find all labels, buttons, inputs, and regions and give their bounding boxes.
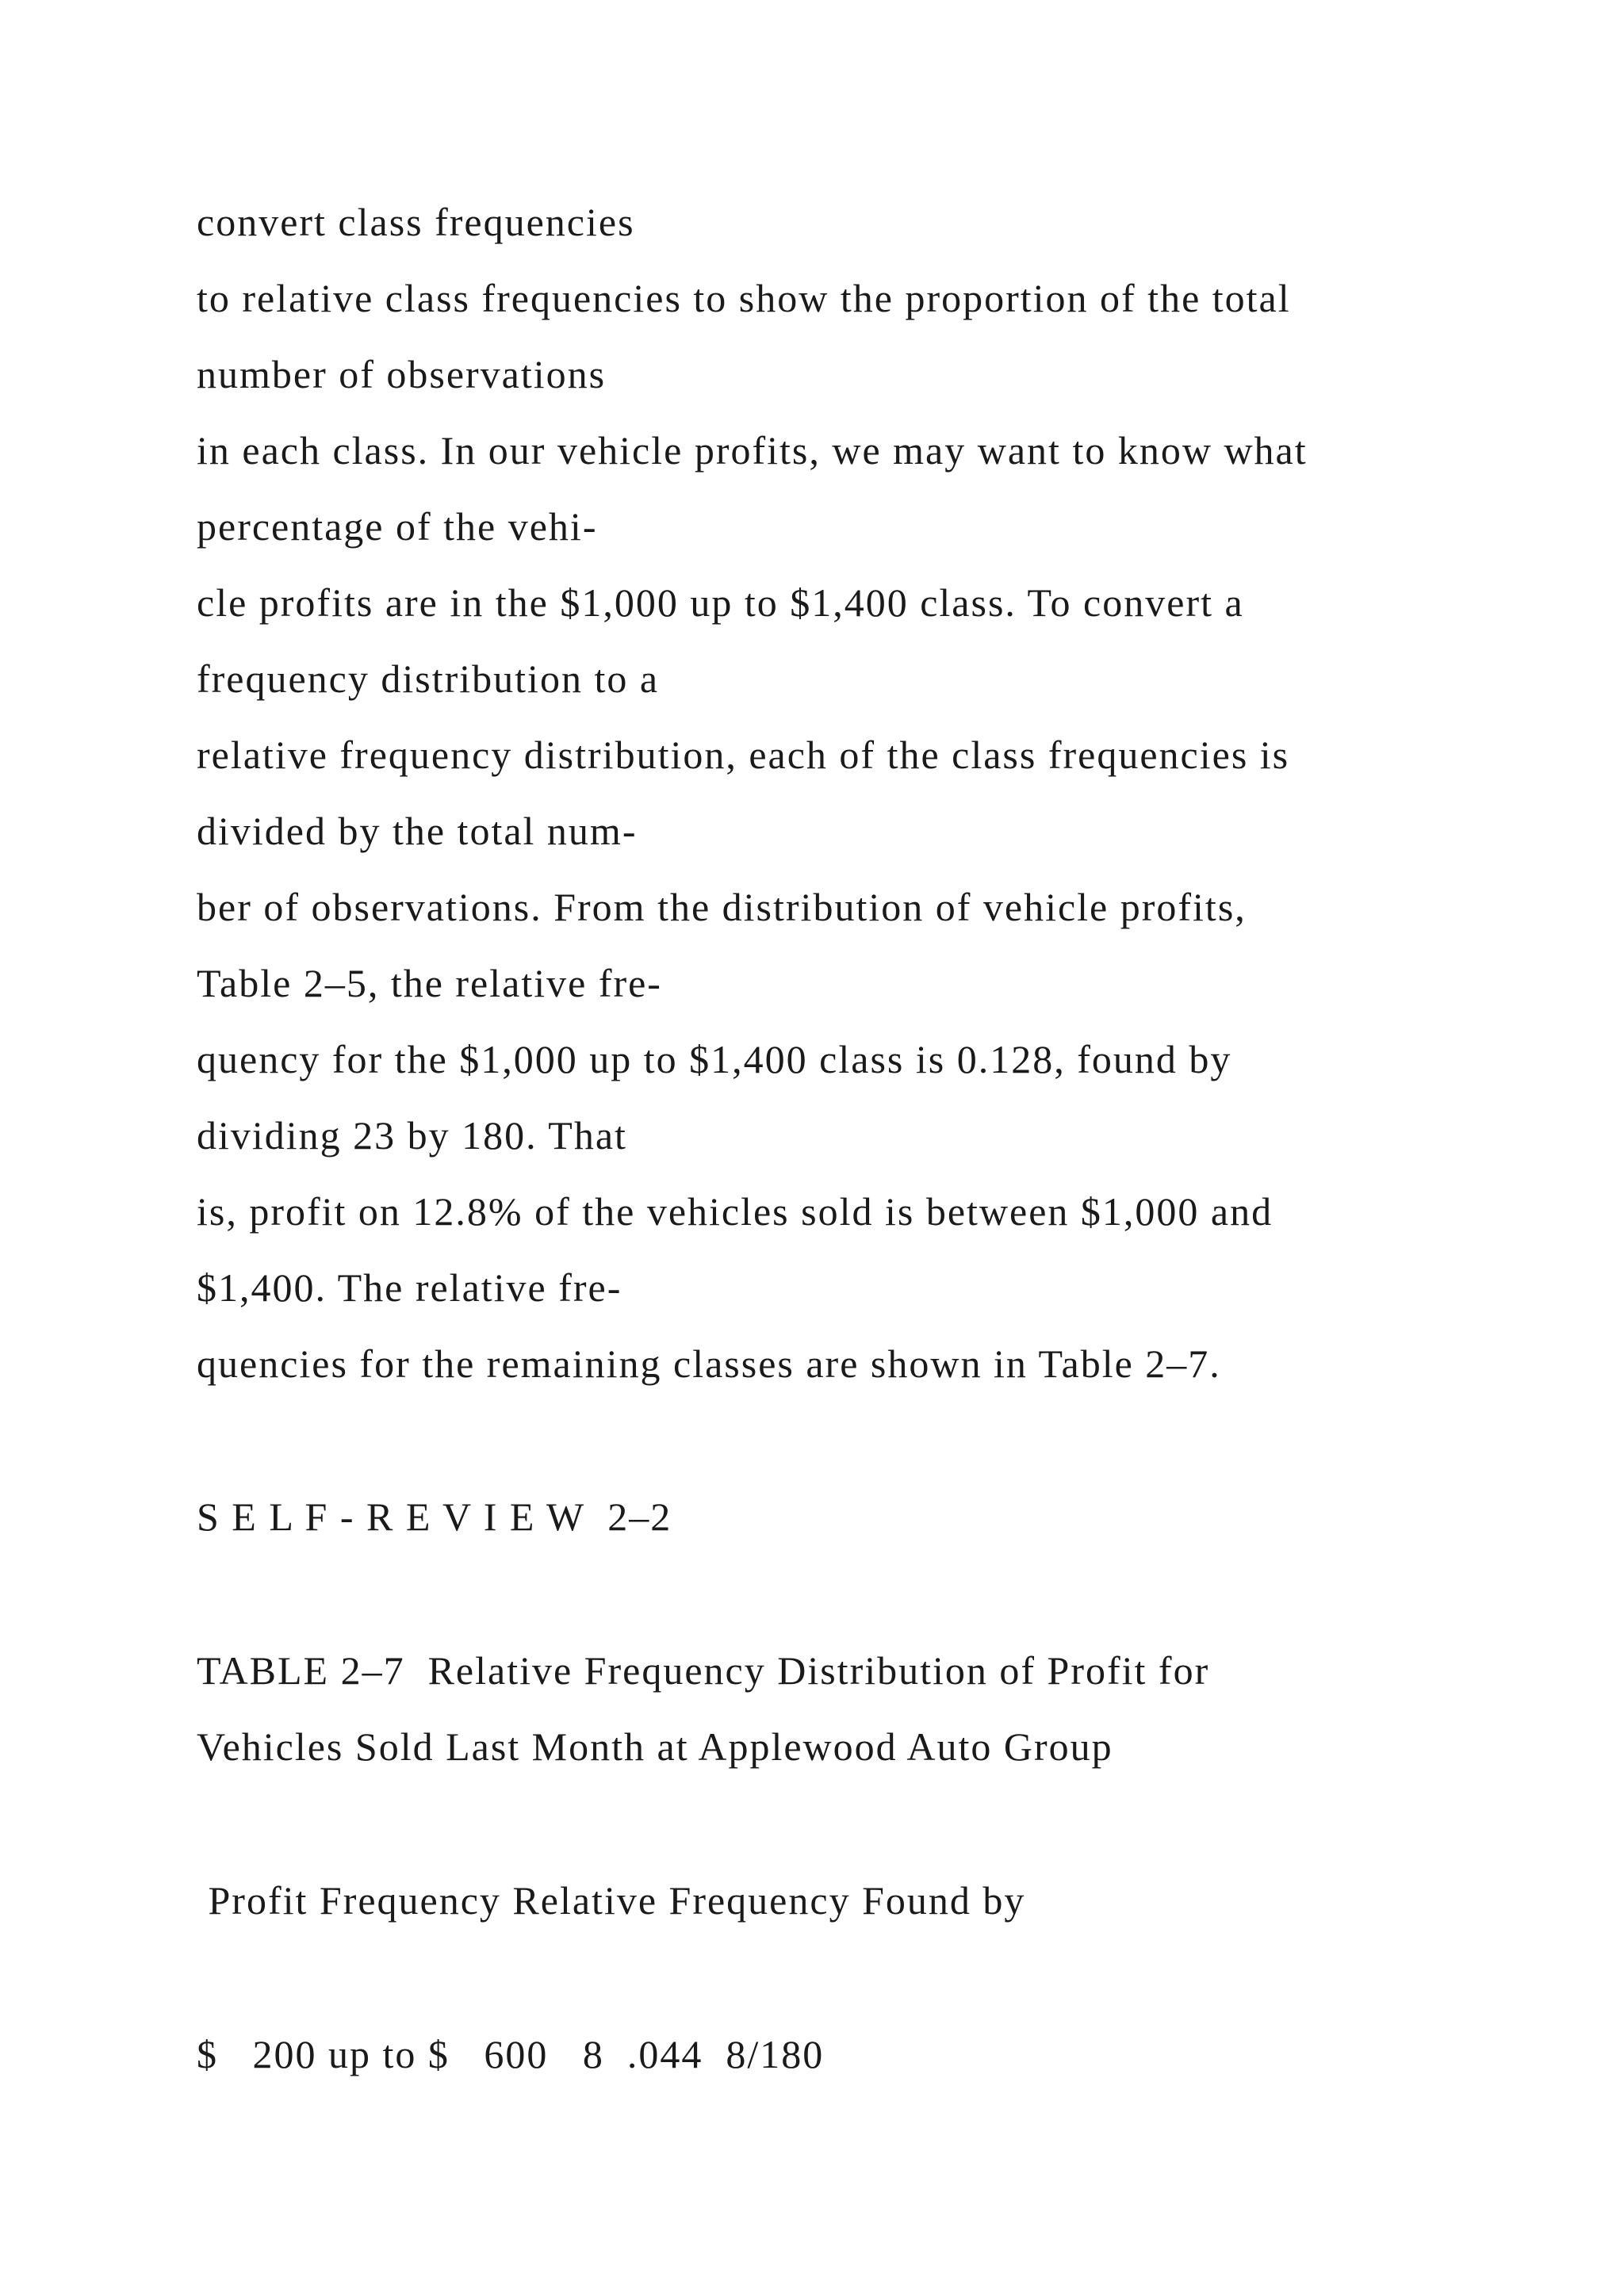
body-line: quencies for the remaining classes are shown in Table 2–7.	[197, 1341, 1221, 1386]
body-line: $1,400. The relative fre-	[197, 1265, 622, 1310]
table-caption-line1: TABLE 2–7 Relative Frequency Distribution of Profit for	[197, 1648, 1210, 1693]
body-line: quency for the $1,000 up to $1,400 class is 0.128, found by	[197, 1037, 1232, 1081]
body-line: is, profit on 12.8% of the vehicles sold is between $1,000 and	[197, 1189, 1274, 1234]
table-header-row: Profit Frequency Relative Frequency Found by	[197, 1878, 1026, 1923]
body-line: ber of observations. From the distribution of vehicle profits,	[197, 885, 1247, 929]
self-review-heading: S E L F - R E V I E W 2–2	[197, 1494, 672, 1539]
body-line: percentage of the vehi-	[197, 504, 598, 549]
body-line: cle profits are in the $1,000 up to $1,400 class. To convert a	[197, 580, 1244, 625]
body-line: divided by the total num-	[197, 809, 638, 853]
body-line: Table 2–5, the relative fre-	[197, 961, 662, 1005]
body-line: number of observations	[197, 352, 607, 396]
body-line: relative frequency distribution, each of the class frequencies is	[197, 733, 1290, 777]
body-line: in each class. In our vehicle profits, we may want to know what	[197, 428, 1308, 473]
body-line: dividing 23 by 180. That	[197, 1113, 627, 1158]
body-line: to relative class frequencies to show the proportion of the total	[197, 276, 1291, 320]
body-line: frequency distribution to a	[197, 656, 660, 701]
body-line: convert class frequencies	[197, 200, 635, 244]
table-row: $ 200 up to $ 600 8 .044 8/180	[197, 2032, 825, 2076]
document-page	[197, 0, 1545, 2296]
table-caption-line2: Vehicles Sold Last Month at Applewood Auto Group	[197, 1724, 1113, 1769]
